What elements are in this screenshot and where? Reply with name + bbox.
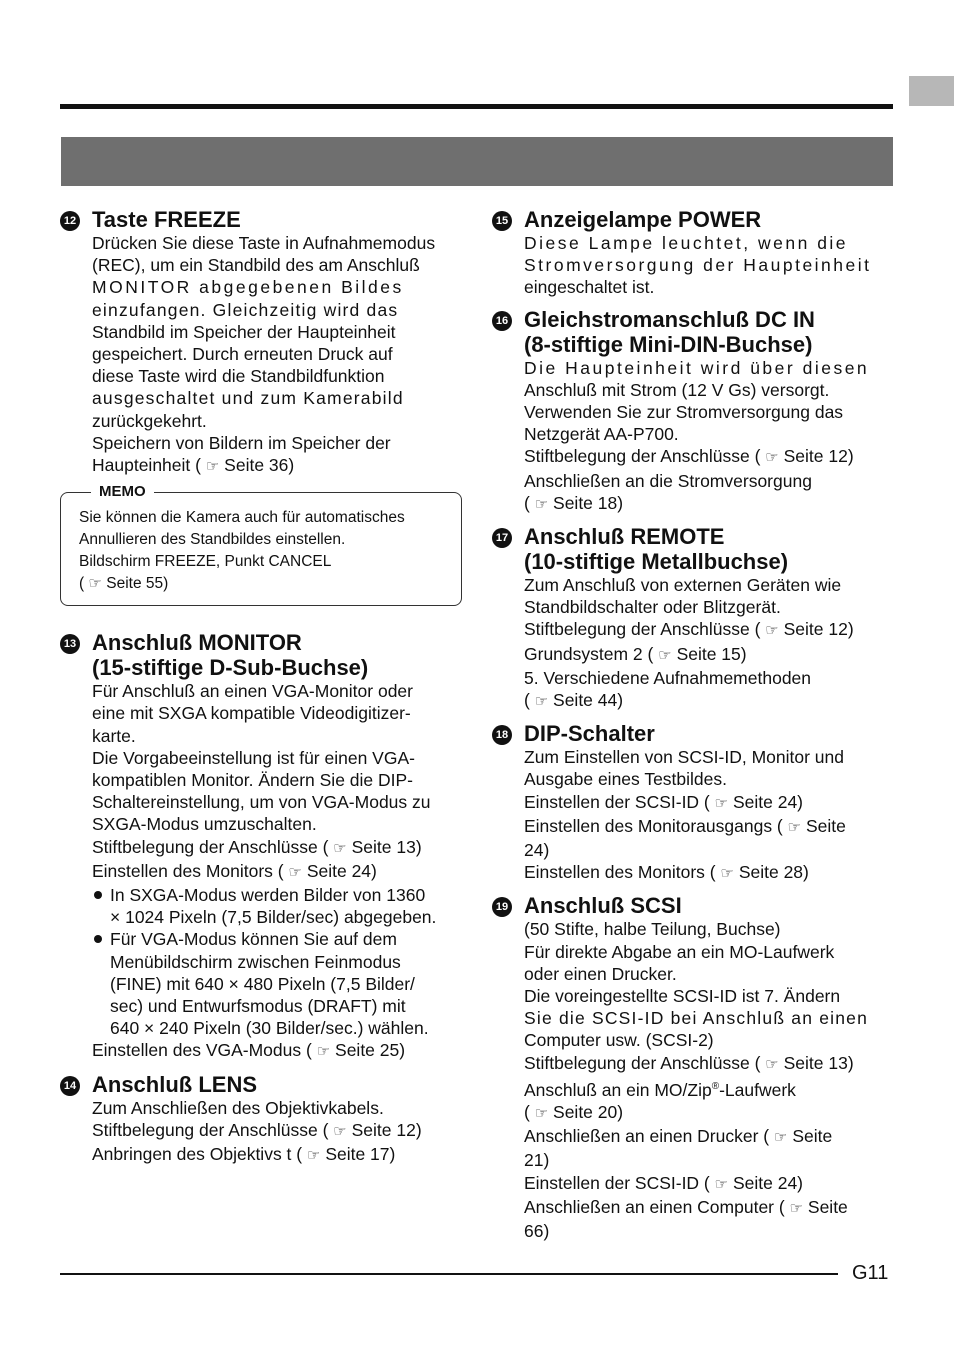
reference-line: Stiftbelegung der Anschlüsse ( ☞ Seite 13) <box>524 1052 894 1076</box>
reference-line: Stiftbelegung der Anschlüsse ( ☞ Seite 12) <box>524 618 894 642</box>
body-line: Anschluß an ein MO/Zip®-Laufwerk <box>524 1079 796 1100</box>
number-badge: 12 <box>60 211 80 231</box>
section-dip-switch <box>492 721 894 885</box>
memo-line: Bildschirm FREEZE, Punkt CANCEL <box>79 553 332 571</box>
reference-icon: ☞ <box>774 1129 788 1147</box>
reference-icon: ☞ <box>714 1175 729 1193</box>
reference-icon: ☞ <box>787 818 802 836</box>
body-line: zurückgekehrt. <box>92 410 207 431</box>
section-remote <box>492 524 894 713</box>
reference-line-tail: 66) <box>524 1220 550 1241</box>
body-line: Standbildschalter oder Blitzgerät. <box>524 597 781 618</box>
section-lens <box>60 1072 462 1168</box>
bullet-line: (FINE) mit 640 × 480 Pixeln (7,5 Bilder/ <box>110 973 415 994</box>
body-line: ausgeschaltet und zum Kamerabild <box>92 388 404 409</box>
bullet-line: × 1024 Pixeln (7,5 Bilder/sec) abgegeben. <box>110 907 437 928</box>
body-line: Für Anschluß an einen VGA-Monitor oder <box>92 681 413 702</box>
reference-icon: ☞ <box>288 863 302 881</box>
body-line: karte. <box>92 725 136 746</box>
number-badge: 14 <box>60 1076 80 1096</box>
left-column <box>60 207 462 1175</box>
body-line: Schaltereinstellung, um von VGA-Modus zu <box>92 792 431 813</box>
section-banner <box>61 137 893 186</box>
reference-icon: ☞ <box>333 839 347 857</box>
reference-icon: ☞ <box>333 1122 347 1140</box>
reference-line: Stiftbelegung der Anschlüsse ( ☞ Seite 12) <box>524 445 894 469</box>
body-line: Die Vorgabeeinstellung ist für einen VGA- <box>92 747 415 768</box>
section-title: Taste FREEZE <box>92 207 241 232</box>
memo-box <box>60 483 462 606</box>
reference-icon: ☞ <box>720 865 734 883</box>
section-title: Gleichstromanschluß DC IN <box>524 306 815 332</box>
section-scsi <box>492 893 894 1242</box>
reference-icon: ☞ <box>789 1199 804 1217</box>
bullet-line: Für VGA-Modus können Sie auf dem <box>110 929 397 950</box>
reference-icon: ☞ <box>534 495 549 513</box>
body-line: Die voreingestellte SCSI-ID ist 7. Ändern <box>524 986 841 1007</box>
section-subtitle: (8-stiftige Mini-DIN-Buchse) <box>524 331 813 357</box>
body-line: Verwenden Sie zur Stromversorgung das <box>524 402 844 423</box>
section-subtitle: (10-stiftige Metallbuchse) <box>524 549 789 575</box>
right-column <box>492 207 894 1250</box>
reference-icon: ☞ <box>765 449 779 467</box>
section-title: Anschluß REMOTE <box>524 524 725 550</box>
body-line: Anschluß mit Strom (12 V Gs) versorgt. <box>524 379 830 400</box>
reference-icon: ☞ <box>714 794 729 812</box>
body-line: 5. Verschiedene Aufnahmemethoden <box>524 667 812 688</box>
bullet-line: 640 × 240 Pixeln (30 Bilder/sec.) wählen. <box>110 1018 429 1039</box>
section-title: Anschluß SCSI <box>524 893 682 919</box>
reference-line: Anschließen an einen Computer ( ☞ Seite <box>524 1196 894 1220</box>
body-line: einzufangen. Gleichzeitig wird das <box>92 299 399 320</box>
number-badge: 17 <box>492 528 512 548</box>
bullet-item <box>92 884 462 928</box>
body-line: Speichern von Bildern im Speicher der <box>92 432 391 453</box>
memo-line: Sie können die Kamera auch für automatisches <box>79 509 405 527</box>
reference-line: ( ☞ Seite 20) <box>524 1101 894 1125</box>
reference-icon: ☞ <box>534 693 549 711</box>
body-line: eingeschaltet ist. <box>524 277 655 298</box>
reference-icon: ☞ <box>765 622 779 640</box>
section-freeze <box>60 207 462 478</box>
reference-line: ( ☞ Seite 18) <box>524 492 894 516</box>
reference-icon: ☞ <box>765 1055 779 1073</box>
reference-line: Stiftbelegung der Anschlüsse ( ☞ Seite 12) <box>92 1119 462 1143</box>
body-line: Computer usw. (SCSI-2) <box>524 1030 714 1051</box>
page-number: G11 <box>852 1262 889 1284</box>
reference-line-tail: 24) <box>524 840 550 861</box>
body-line: Zum Anschluß von externen Geräten wie <box>524 575 842 596</box>
body-line: Standbild im Speicher der Haupteinheit <box>92 321 396 342</box>
body-line: Für direkte Abgabe an ein MO-Laufwerk <box>524 941 835 962</box>
body-line: Ausgabe eines Testbildes. <box>524 769 728 790</box>
body-line: Die Haupteinheit wird über diesen <box>524 357 870 378</box>
section-title: Anschluß LENS <box>92 1071 258 1097</box>
reference-line: Einstellen des Monitors ( ☞ Seite 24) <box>92 860 462 884</box>
section-title: Anschluß MONITOR <box>92 630 302 656</box>
bullet-line: In SXGA-Modus werden Bilder von 1360 <box>110 885 426 906</box>
number-badge: 15 <box>492 211 512 231</box>
reference-line: Einstellen des Monitorausgangs ( ☞ Seite <box>524 815 894 839</box>
body-line: Diese Lampe leuchtet, wenn die <box>524 233 849 253</box>
reference-line: Einstellen des VGA-Modus ( ☞ Seite 25) <box>92 1039 462 1063</box>
reference-line: ( ☞ Seite 44) <box>524 689 894 713</box>
bullet-line: Menübildschirm zwischen Feinmodus <box>110 951 401 972</box>
body-line: (REC), um ein Standbild des am Anschluß <box>92 255 420 276</box>
memo-label: MEMO <box>91 483 154 501</box>
body-line: kompatiblen Monitor. Ändern Sie die DIP- <box>92 770 413 791</box>
reference-icon: ☞ <box>306 1147 321 1165</box>
body-line: Stromversorgung der Haupteinheit <box>524 255 872 276</box>
reference-icon: ☞ <box>88 575 102 593</box>
reference-icon: ☞ <box>316 1043 331 1061</box>
body-line: MONITOR abgegebenen Bildes <box>92 277 404 298</box>
reference-line: Einstellen des Monitors ( ☞ Seite 28) <box>524 861 894 885</box>
memo-reference: ( ☞ Seite 55) <box>79 573 447 595</box>
body-line: gespeichert. Durch erneuten Druck auf <box>92 344 393 365</box>
body-line: diese Taste wird die Standbildfunktion <box>92 366 385 387</box>
reference-icon: ☞ <box>534 1104 549 1122</box>
body-line: eine mit SXGA kompatible Videodigitizer- <box>92 703 411 724</box>
body-line: SXGA-Modus umzuschalten. <box>92 814 317 835</box>
registered-mark: ® <box>711 1080 720 1092</box>
section-title: DIP-Schalter <box>524 721 655 747</box>
reference-line: Grundsystem 2 ( ☞ Seite 15) <box>524 643 894 667</box>
bullet-line: sec) und Entwurfsmodus (DRAFT) mit <box>110 996 406 1017</box>
number-badge: 13 <box>60 634 80 654</box>
body-line: Drücken Sie diese Taste in Aufnahmemodus <box>92 233 436 253</box>
number-badge: 18 <box>492 725 512 745</box>
memo-line: Annullieren des Standbildes einstellen. <box>79 531 346 549</box>
side-tab <box>909 76 954 106</box>
body-line: Zum Einstellen von SCSI-ID, Monitor und <box>524 747 844 768</box>
body-line: (50 Stifte, halbe Teilung, Buchse) <box>524 919 781 940</box>
reference-line: Anbringen des Objektivs t ( ☞ Seite 17) <box>92 1143 462 1167</box>
body-line: Netzgerät AA-P700. <box>524 424 679 445</box>
bullet-item <box>92 928 462 1039</box>
reference-line: Stiftbelegung der Anschlüsse ( ☞ Seite 13) <box>92 836 462 860</box>
section-power <box>492 207 894 299</box>
section-dc-in <box>492 307 894 516</box>
body-line: Anschließen an die Stromversorgung <box>524 470 812 491</box>
body-line: Sie die SCSI-ID bei Anschluß an einen <box>524 1008 869 1029</box>
reference-line: Haupteinheit ( ☞ Seite 36) <box>92 454 462 478</box>
section-monitor <box>60 630 462 1063</box>
section-title: Anzeigelampe POWER <box>524 207 762 232</box>
reference-icon: ☞ <box>658 646 672 664</box>
reference-line-tail: 21) <box>524 1150 550 1171</box>
reference-icon: ☞ <box>205 458 220 476</box>
reference-line: Einstellen der SCSI-ID ( ☞ Seite 24) <box>524 791 894 815</box>
section-subtitle: (15-stiftige D-Sub-Buchse) <box>92 655 369 681</box>
number-badge: 19 <box>492 897 512 917</box>
reference-line: Einstellen der SCSI-ID ( ☞ Seite 24) <box>524 1172 894 1196</box>
bottom-rule <box>60 1273 838 1275</box>
top-rule <box>60 104 893 109</box>
reference-line: Anschließen an einen Drucker ( ☞ Seite <box>524 1125 894 1149</box>
body-line: Zum Anschließen des Objektivkabels. <box>92 1097 384 1118</box>
body-line: oder einen Drucker. <box>524 963 677 984</box>
number-badge: 16 <box>492 311 512 331</box>
